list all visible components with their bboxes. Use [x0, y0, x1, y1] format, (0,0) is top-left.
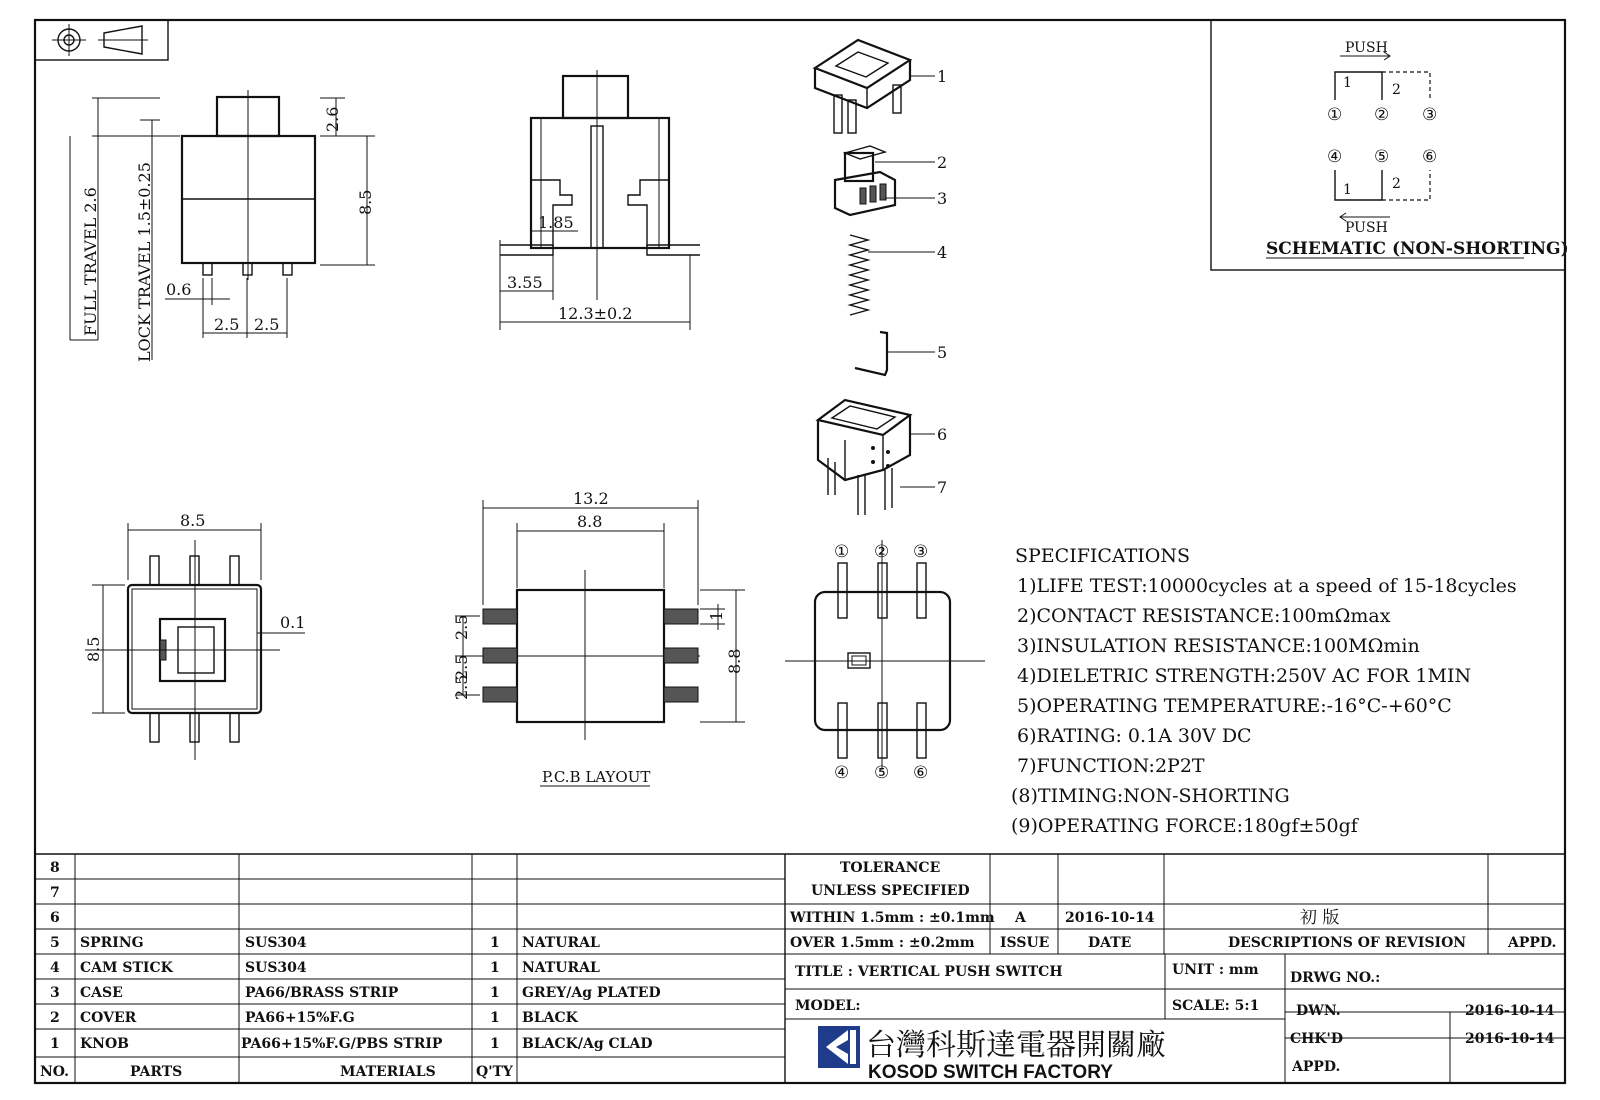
dim-pcb-height: 8.8 — [725, 648, 744, 674]
dwn-label: DWN. — [1296, 1003, 1341, 1019]
company-name-cn: 台灣科斯達電器開關廠 — [866, 1028, 1166, 1063]
spec-item-5: 5)OPERATING TEMPERATURE:-16°C-+60°C — [1017, 695, 1452, 717]
bom-header-parts: PARTS — [130, 1064, 183, 1080]
issue-date: 2016-10-14 — [1065, 910, 1155, 926]
bottom-pin-5: ⑤ — [874, 763, 890, 783]
bom-row-part: SPRING — [80, 935, 144, 951]
model-label: MODEL: — [795, 998, 861, 1014]
schematic-pin-2: ② — [1374, 105, 1390, 125]
dim-full-travel: FULL TRAVEL 2.6 — [81, 187, 100, 336]
bottom-pin-4: ④ — [834, 763, 850, 783]
company-logo — [818, 1026, 860, 1068]
revision-description: 初 版 — [1300, 908, 1340, 928]
schematic-diagram — [1211, 20, 1565, 270]
dim-pcb-pitch-a: 2.5 — [452, 614, 471, 640]
bom-header-qty: Q'TY — [476, 1064, 513, 1080]
schematic-pin-3: ③ — [1422, 105, 1438, 125]
schematic-pin-4: ④ — [1327, 147, 1343, 167]
schematic-pin-5: ⑤ — [1374, 147, 1390, 167]
bom-row-material: SUS304 — [245, 960, 307, 976]
dim-knob-height: 2.6 — [323, 106, 342, 132]
bom-row-finish: GREY/Ag PLATED — [522, 985, 661, 1001]
spec-item-6: 6)RATING: 0.1A 30V DC — [1017, 725, 1252, 747]
schematic-pos1-top: 1 — [1343, 75, 1352, 91]
callout-5: 5 — [937, 343, 948, 362]
bom-row-qty: 1 — [490, 1010, 500, 1026]
schematic-pin-6: ⑥ — [1422, 147, 1438, 167]
dim-top-height: 8.5 — [84, 636, 103, 662]
exploded-view — [815, 40, 935, 515]
callout-4: 4 — [937, 243, 948, 262]
callout-3: 3 — [937, 189, 948, 208]
spec-item-3: 3)INSULATION RESISTANCE:100MΩmin — [1017, 635, 1420, 657]
bom-row-qty: 1 — [490, 960, 500, 976]
schematic-pos2-bottom: 2 — [1392, 176, 1401, 192]
spec-item-8: (8)TIMING:NON-SHORTING — [1011, 785, 1290, 807]
dim-pcb-pitch-b: 2.5 — [452, 654, 471, 680]
appd-label: APPD. — [1508, 935, 1557, 951]
bom-row-material: PA66+15%F.G — [245, 1010, 355, 1026]
dim-pcb-pad: 1 — [707, 610, 726, 621]
bottom-view — [785, 540, 985, 770]
spec-item-4: 4)DIELETRIC STRENGTH:250V AC FOR 1MIN — [1017, 665, 1472, 687]
drwg-no-label: DRWG NO.: — [1290, 970, 1381, 986]
bom-row-qty: 1 — [490, 935, 500, 951]
bom-row-no: 6 — [50, 910, 60, 926]
dim-side-width: 12.3±0.2 — [558, 304, 633, 323]
dim-top-gap: 0.1 — [280, 613, 306, 632]
callout-6: 6 — [937, 425, 948, 444]
bom-row-qty: 1 — [490, 1036, 500, 1052]
bom-row-part: KNOB — [80, 1036, 129, 1052]
bom-row-no: 5 — [50, 935, 60, 951]
dim-pin-width: 0.6 — [166, 280, 192, 299]
bottom-pin-2: ② — [874, 542, 890, 562]
bom-row-no: 1 — [50, 1036, 60, 1052]
bom-row-no: 8 — [50, 860, 60, 876]
bom-header-materials: MATERIALS — [340, 1064, 436, 1080]
spec-heading: SPECIFICATIONS — [1015, 545, 1191, 567]
tolerance-label: TOLERANCE — [840, 860, 941, 876]
top-view — [85, 523, 305, 760]
tolerance-within: WITHIN 1.5mm : ±0.1mm — [790, 910, 995, 926]
bom-row-qty: 1 — [490, 985, 500, 1001]
drawing-title: TITLE : VERTICAL PUSH SWITCH — [795, 964, 1063, 980]
schematic-pos2-top: 2 — [1392, 82, 1401, 98]
bom-row-finish: BLACK/Ag CLAD — [522, 1036, 653, 1052]
chkd-label: CHK'D — [1290, 1031, 1343, 1047]
bom-row-material: PA66/BRASS STRIP — [245, 985, 399, 1001]
tolerance-over: OVER 1.5mm : ±0.2mm — [790, 935, 975, 951]
bottom-pin-1: ① — [834, 542, 850, 562]
bom-header-no: NO. — [40, 1064, 70, 1080]
bom-row-no: 3 — [50, 985, 60, 1001]
schematic-pin-1: ① — [1327, 105, 1343, 125]
date-label: DATE — [1088, 935, 1132, 951]
dim-lock-travel: LOCK TRAVEL 1.5±0.25 — [135, 162, 154, 362]
dwn-date: 2016-10-14 — [1465, 1003, 1555, 1019]
bottom-pin-3: ③ — [913, 542, 929, 562]
chkd-date: 2016-10-14 — [1465, 1031, 1555, 1047]
company-name-en: KOSOD SWITCH FACTORY — [868, 1062, 1113, 1083]
issue-label: ISSUE — [1000, 935, 1050, 951]
callout-7: 7 — [937, 478, 948, 497]
pcb-layout — [455, 500, 745, 786]
dim-pcb-outer: 13.2 — [573, 489, 609, 508]
dim-body-height: 8.5 — [356, 189, 375, 215]
issue-value: A — [1015, 910, 1026, 926]
bom-row-no: 7 — [50, 885, 60, 901]
spec-item-9: (9)OPERATING FORCE:180gf±50gf — [1011, 815, 1358, 837]
bom-row-no: 4 — [50, 960, 60, 976]
callout-2: 2 — [937, 153, 948, 172]
bom-row-finish: BLACK — [522, 1010, 578, 1026]
revision-desc-label: DESCRIPTIONS OF REVISION — [1228, 935, 1467, 951]
schematic-title: SCHEMATIC (NON-SHORTING) — [1266, 239, 1569, 259]
bom-row-part: COVER — [80, 1010, 137, 1026]
appd2-label: APPD. — [1292, 1059, 1341, 1075]
bom-row-finish: NATURAL — [522, 960, 600, 976]
bom-row-finish: NATURAL — [522, 935, 600, 951]
bom-row-part: CAM STICK — [80, 960, 173, 976]
bom-row-material: PA66+15%F.G/PBS STRIP — [241, 1036, 443, 1052]
bottom-pin-6: ⑥ — [913, 763, 929, 783]
dim-side-185: 1.85 — [538, 213, 574, 232]
spec-item-7: 7)FUNCTION:2P2T — [1017, 755, 1205, 777]
spec-item-1: 1)LIFE TEST:10000cycles at a speed of 15-18cycles — [1017, 575, 1517, 597]
dim-top-width: 8.5 — [180, 511, 206, 530]
bom-row-part: CASE — [80, 985, 123, 1001]
bom-row-material: SUS304 — [245, 935, 307, 951]
tolerance-label-2: UNLESS SPECIFIED — [811, 883, 970, 899]
dim-pcb-pitch-c: 2.5 — [452, 674, 471, 700]
dim-pitch-a: 2.5 — [214, 315, 240, 334]
pcb-label: P.C.B LAYOUT — [542, 768, 651, 786]
callout-1: 1 — [937, 67, 948, 86]
projection-symbol — [35, 20, 168, 60]
dim-side-355: 3.55 — [507, 273, 543, 292]
spec-item-2: 2)CONTACT RESISTANCE:100mΩmax — [1017, 605, 1391, 627]
scale-label: SCALE: 5:1 — [1172, 998, 1260, 1014]
schematic-pos1-bottom: 1 — [1343, 182, 1352, 198]
dim-pcb-inner: 8.8 — [577, 512, 603, 531]
dim-pitch-b: 2.5 — [254, 315, 280, 334]
unit-label: UNIT : mm — [1172, 962, 1259, 978]
schematic-push-bottom: PUSH — [1345, 220, 1388, 236]
bom-row-no: 2 — [50, 1010, 60, 1026]
schematic-push-top: PUSH — [1345, 40, 1388, 56]
